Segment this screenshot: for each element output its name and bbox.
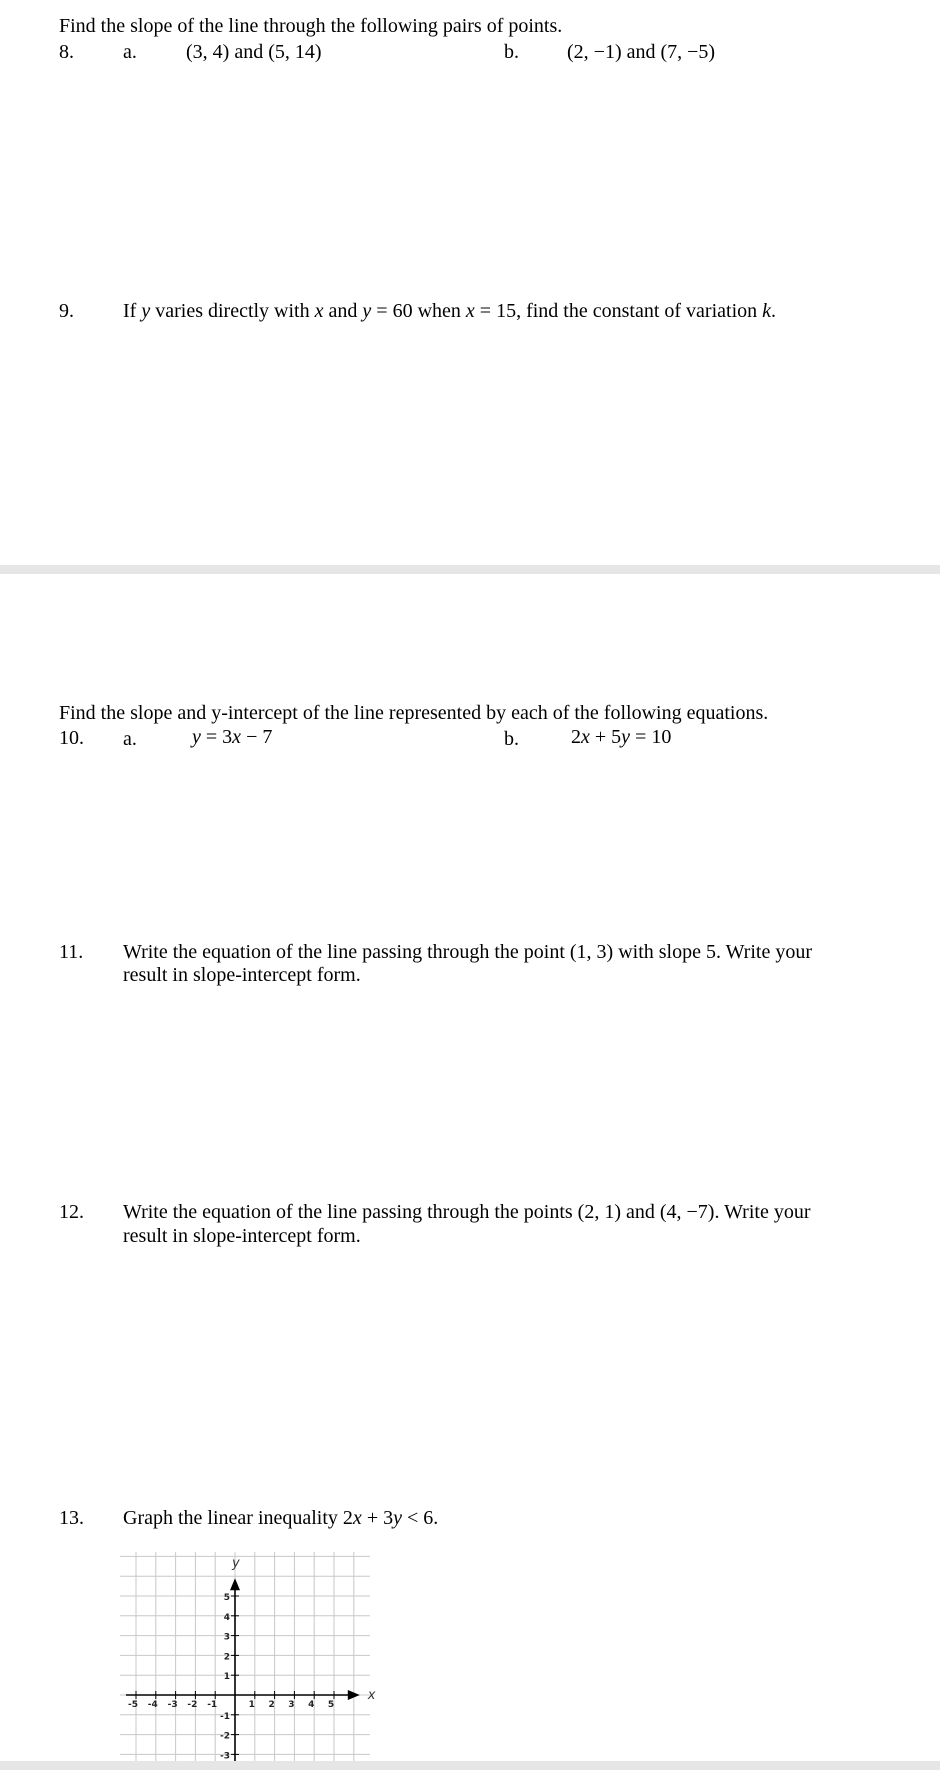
x-tick-label: -5: [128, 1700, 138, 1710]
y-tick-label: 2: [223, 1652, 230, 1663]
y-axis-arrow: [230, 1578, 240, 1590]
x-tick-label: -2: [187, 1700, 198, 1710]
question-12-line2: result in slope-intercept form.: [123, 1225, 361, 1247]
x-tick-label: -3: [167, 1700, 178, 1710]
y-tick-label: 4: [223, 1612, 230, 1623]
question-12-line1: Write the equation of the line passing through the points (2, 1) and (4, −7). Write your: [123, 1201, 811, 1223]
tick-labels: [128, 1556, 376, 1761]
coordinate-grid[interactable]: [120, 1552, 376, 1762]
x-tick-label: 5: [327, 1700, 335, 1710]
question-number-12: 12.: [59, 1201, 84, 1223]
question-number-13: 13.: [59, 1507, 84, 1529]
equation-b: 2x + 5y = 10: [571, 726, 672, 748]
question-number-8: 8.: [59, 41, 74, 63]
part-b-points: (2, −1) and (7, −5): [567, 41, 716, 63]
part-a-points: (3, 4) and (5, 14): [186, 41, 322, 63]
page-divider: [0, 565, 940, 574]
part-b-label: b.: [504, 41, 519, 63]
question-9-text: If y varies directly with x and y = 60 when x = 15, find the constant of variation k.: [123, 300, 777, 322]
grid-lines: [120, 1552, 370, 1770]
y-tick-label: 5: [223, 1593, 230, 1603]
x-tick-label: -1: [207, 1700, 218, 1710]
question-number-11: 11.: [59, 941, 84, 963]
y-tick-label: -2: [220, 1731, 230, 1742]
equation-a: y = 3x − 7: [192, 726, 273, 748]
y-axis-label: y: [232, 1556, 240, 1572]
question-13-text: Graph the linear inequality 2x + 3y < 6.: [123, 1507, 439, 1529]
part-a-label: a.: [123, 728, 137, 750]
part-a-label: a.: [123, 41, 137, 63]
question-11-line1: Write the equation of the line passing through the point (1, 3) with slope 5. Write your: [123, 941, 812, 963]
x-tick-label: -4: [147, 1700, 158, 1710]
y-tick-label: 3: [223, 1632, 230, 1643]
y-tick-label: 1: [223, 1672, 230, 1683]
y-tick-label: -1: [220, 1711, 230, 1722]
x-tick-label: 3: [288, 1700, 295, 1710]
question-11-line2: result in slope-intercept form.: [123, 964, 361, 986]
x-tick-label: 4: [308, 1700, 315, 1710]
y-tick-label: -3: [220, 1751, 230, 1762]
page-bottom-bar: [0, 1761, 940, 1770]
x-axis-label: x: [367, 1688, 376, 1703]
x-tick-label: 2: [268, 1700, 275, 1710]
instruction-slope-intercept: Find the slope and y-intercept of the line represented by each of the following equations.: [59, 702, 769, 724]
question-number-9: 9.: [59, 300, 74, 322]
x-tick-label: 1: [248, 1700, 255, 1710]
instruction-slope-points: Find the slope of the line through the following pairs of points.: [59, 15, 563, 37]
question-number-10: 10.: [59, 727, 84, 749]
part-b-label: b.: [504, 728, 519, 750]
